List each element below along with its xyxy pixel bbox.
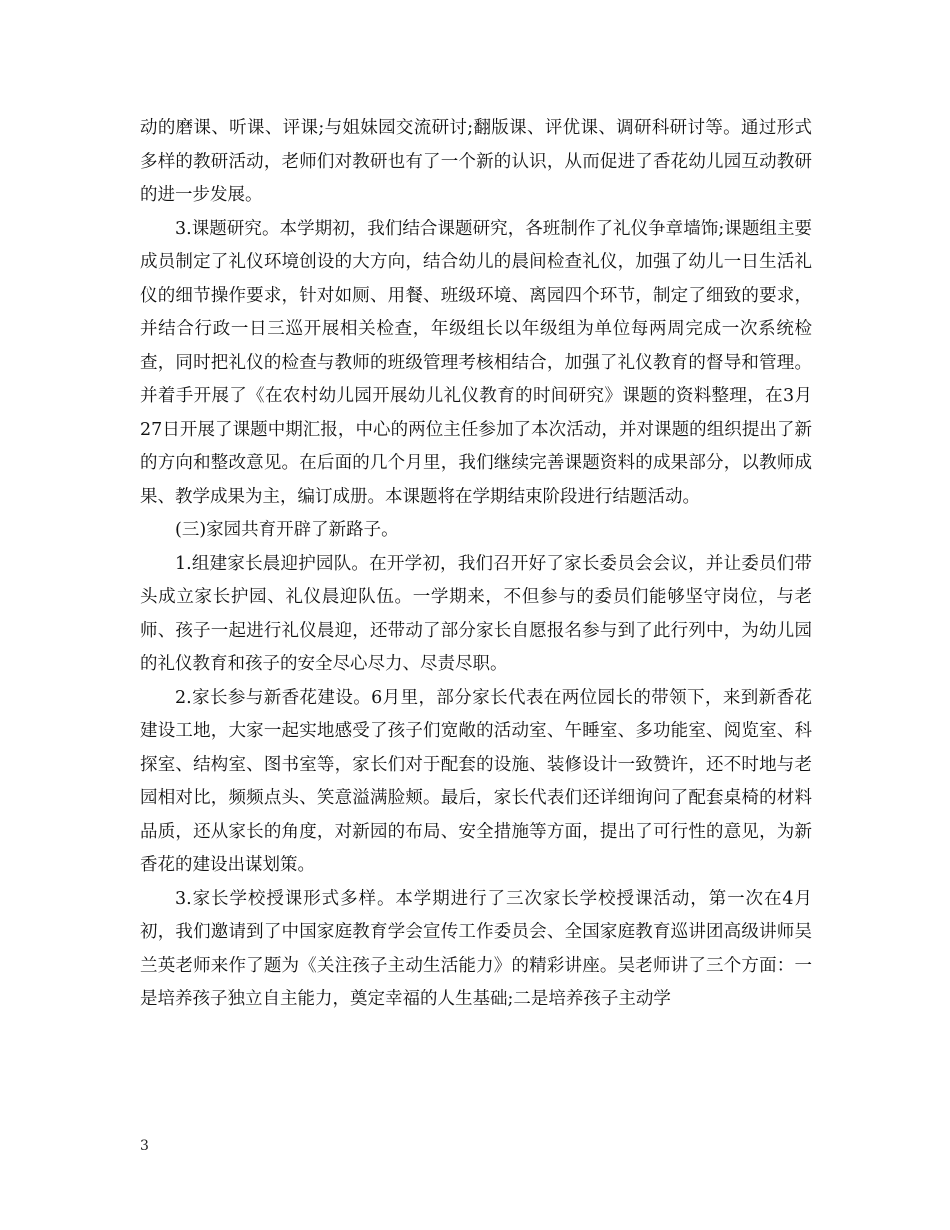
- page-number: 3: [140, 1138, 149, 1154]
- document-body: [140, 112, 812, 1017]
- paragraph-parent-school: 3.家长学校授课形式多样。本学期进行了三次家长学校授课活动，第一次在4月初，我们邀请到了中国家庭教育学会宣传工作委员会、全国家庭教育巡讲团高级讲师吴兰英老师来作了题为《关注孩子主动生活能力》的精彩讲座。吴老师讲了三个方面：一是培养孩子独立自主能力，奠定幸福的人生基础;二是培养孩子主动学: [140, 888, 812, 1009]
- paragraph-continued-teaching-research: 动的磨课、听课、评课;与姐妹园交流研讨;翻版课、评优课、调研科研讨等。通过形式多样的教研活动，老师们对教研也有了一个新的认识，从而促进了香花幼儿园互动教研的进一步发展。: [140, 118, 812, 205]
- paragraph-parent-construction: 2.家长参与新香花建设。6月里，部分家长代表在两位园长的带领下，来到新香花建设工地，大家一起实地感受了孩子们宽敞的活动室、午睡室、多功能室、阅览室、科探室、结构室、图书室等，家长们对于配套的设施、装修设计一致赞许，还不时地与老园相对比，频频点头、笑意溢满脸颊。最后，家长代表们还详细询问了配套桌椅的材料品质，还从家长的角度，对新园的布局、安全措施等方面，提出了可行性的意见，为新香花的建设出谋划策。: [140, 687, 812, 875]
- section-heading-home-school: (三)家园共育开辟了新路子。: [175, 520, 399, 540]
- paragraph-topic-research: 3.课题研究。本学期初，我们结合课题研究，各班制作了礼仪争章墙饰;课题组主要成员制定了礼仪环境创设的大方向，结合幼儿的晨间检查礼仪，加强了幼儿一日生活礼仪的细节操作要求，针对如厕、用餐、班级环境、离园四个环节，制定了细致的要求，并结合行政一日三巡开展相关检查，年级组长以年级组为单位每两周完成一次系统检查，同时把礼仪的检查与教师的班级管理考核相结合，加强了礼仪教育的督导和管理。并着手开展了《在农村幼儿园开展幼儿礼仪教育的时间研究》课题的资料整理，在3月27日开展了课题中期汇报，中心的两位主任参加了本次活动，并对课题的组织提出了新的方向和整改意见。在后面的几个月里，我们继续完善课题资料的成果部分，以教师成果、教学成果为主，编订成册。本课题将在学期结束阶段进行结题活动。: [140, 218, 812, 507]
- paragraph-parent-guard-team: 1.组建家长晨迎护园队。在开学初，我们召开好了家长委员会会议，并让委员们带头成立家长护园、礼仪晨迎队伍。一学期来，不但参与的委员们能够坚守岗位，与老师、孩子一起进行礼仪晨迎，还带动了部分家长自愿报名参与到了此行列中，为幼儿园的礼仪教育和孩子的安全尽心尽力、尽责尽职。: [140, 553, 812, 674]
